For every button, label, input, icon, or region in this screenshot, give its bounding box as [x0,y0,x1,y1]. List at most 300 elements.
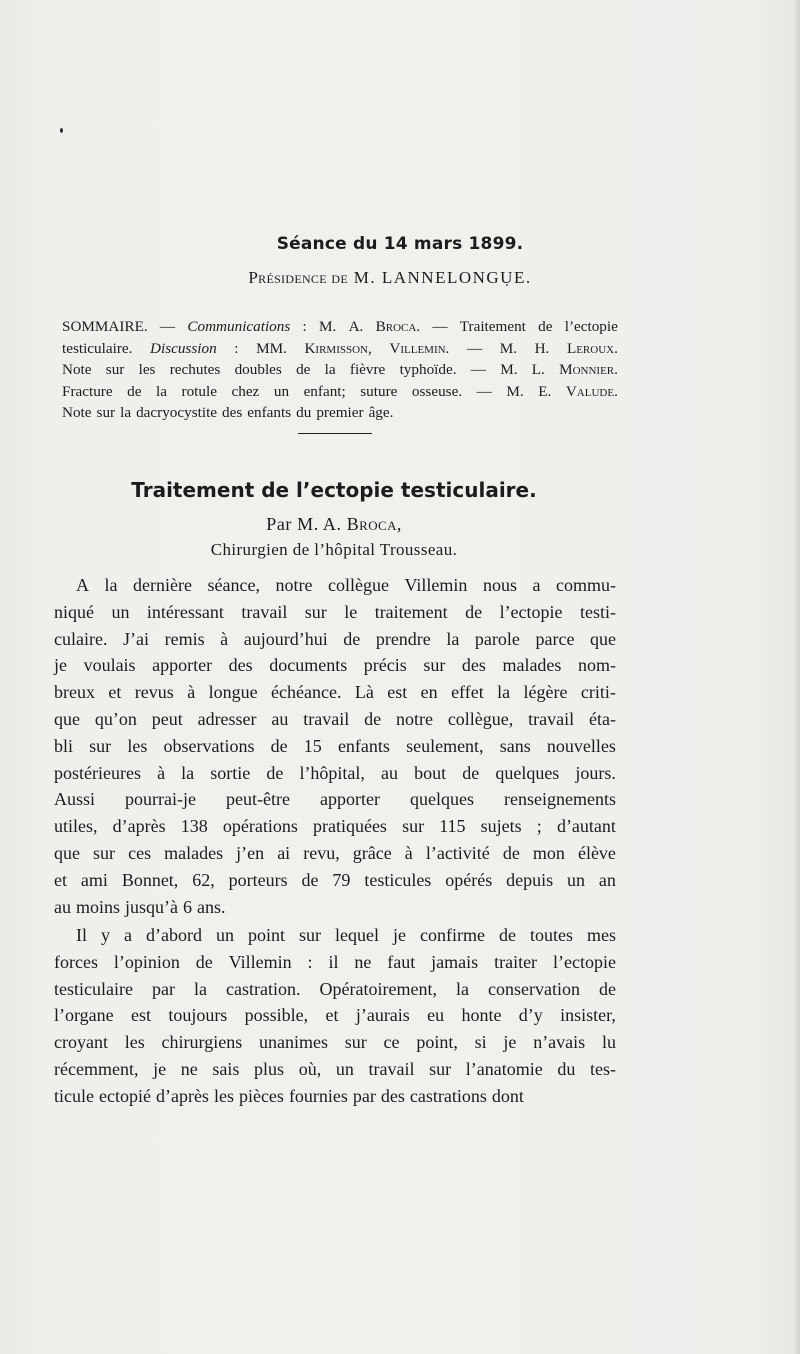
word: de [462,762,480,783]
word: des [228,655,253,676]
word: faut [387,951,416,972]
word: quelques [409,789,474,810]
word: possible, [244,1005,309,1026]
word: apporter [152,655,213,676]
word: tes- [589,1058,616,1079]
word: opérés [445,869,493,890]
word: an [598,869,616,890]
word: à [220,628,229,649]
word: lu [601,1032,616,1053]
word: la [497,682,511,703]
word: sur [304,601,327,622]
word: A. [348,318,364,335]
word: E. [538,382,552,400]
word: le [344,601,358,622]
word: Aussi [54,789,96,810]
word: mes [586,925,616,945]
word: toujours [168,1005,228,1026]
word: que [54,708,80,729]
word: depuis [506,869,554,890]
word: et [54,869,67,890]
president-name: M. LANNELONGUE. [353,268,532,287]
word: l’hôpital, [299,762,365,783]
word: insister, [560,1005,616,1026]
word: y [101,925,110,945]
word: je [54,655,67,676]
word: si [474,1032,487,1053]
word: Discussion [150,339,217,357]
word: la [104,575,118,595]
word: a [124,925,132,945]
word: bout [414,762,447,783]
text-line [54,840,616,867]
word: enfants [337,735,390,756]
text-line [54,949,616,976]
word: de [270,735,288,756]
word: je [153,1058,167,1079]
text-line [62,381,618,403]
word: collègue [328,575,389,595]
word: de [195,951,213,972]
word: sans [499,735,531,756]
word: l’ectopie [499,601,563,622]
word: les [138,361,156,378]
word: toutes [529,925,573,945]
word: il [328,951,339,972]
word: la [156,382,167,400]
word: opérations [222,816,298,837]
word: malades [502,655,562,676]
word: sur [299,925,321,945]
word: notre [275,575,313,595]
word: — [432,318,448,335]
word: Monnier. [559,361,618,378]
word: premier [316,404,364,421]
word: n’avais [533,1032,586,1053]
word: jusqu’à [125,896,179,917]
word: d’après [112,816,166,837]
word: la [455,978,469,999]
word: culaire. [54,628,108,649]
word: longue [208,682,258,703]
word: sur [423,655,446,676]
word: dernière [133,575,192,595]
word: apporter [320,789,380,810]
word: Note [62,404,92,421]
text-line [54,679,616,706]
word: Kirmisson, [304,339,372,357]
word: que [590,628,616,649]
word: pratiquées [312,816,387,837]
presidence-line [0,268,780,288]
word: M. [506,382,524,400]
word: Villemin [404,575,468,595]
word: sujets [480,816,522,837]
text-line [54,652,616,679]
word: de [538,318,553,335]
word: sur [105,361,125,378]
text-line [62,338,618,360]
text-line [54,1029,616,1056]
word: malades [164,842,224,863]
word: de [364,708,382,729]
word: A [76,575,89,595]
word: 79 [332,869,351,890]
word: séance, [207,575,260,595]
word: est [387,682,408,703]
word: renseignements [503,789,616,810]
word: légère [523,682,568,703]
word: grâce [352,842,392,863]
word: l’ectopie [564,318,618,335]
word: pourrai-je [125,789,196,810]
word: Traitement [459,318,526,335]
word: chez [231,382,260,400]
word: quelques [495,762,560,783]
word: testiculaire. [62,339,133,357]
word: breux [54,682,95,703]
word: la [446,628,460,649]
word: porteurs [228,869,288,890]
word: 6 [183,896,193,917]
text-line [54,867,616,894]
word: par [352,1085,376,1106]
word: du [557,1058,576,1079]
word: parole [474,628,520,649]
word: utiles, [54,816,98,837]
word: travail [303,708,350,729]
word: doubles [234,361,282,378]
word: traitement [374,601,448,622]
word: à [404,842,413,863]
word: l’opinion [113,951,180,972]
word: un [335,1058,354,1079]
word: du [296,404,312,421]
paragraph-2 [54,922,616,1110]
word: ai [277,842,291,863]
text-line [54,1002,616,1029]
word: de [266,762,284,783]
word: de [296,361,311,378]
text-line [62,316,618,338]
word: point, [416,1032,458,1053]
word: — [159,318,176,335]
word: intéressant [146,601,224,622]
word: conservation [487,978,580,999]
word: 62, [192,869,215,890]
word: de [598,978,616,999]
word: sur [344,1032,367,1053]
word: au [381,762,399,783]
word: adresser [197,708,257,729]
word: effet [451,682,484,703]
word: mon [532,842,565,863]
word: ne [180,1058,198,1079]
article-title: Traitement de l’ectopie testiculaire. [131,478,537,502]
word: de [465,601,483,622]
word: point [247,925,285,945]
word: pièces [238,1085,284,1106]
word: la [324,361,336,378]
word: que [54,842,80,863]
word: rechutes [169,361,221,378]
word: ectopié [98,1085,151,1106]
word: : [234,339,239,357]
word: les [127,735,148,756]
word: travail [528,708,575,729]
word: j’aurais [355,1005,410,1026]
word: suture [360,382,398,400]
word: unanimes [258,1032,328,1053]
word: — [466,339,483,357]
word: — [476,382,492,400]
word: 15 [303,735,322,756]
word: typhoïde. [399,361,457,378]
word: documents [269,655,348,676]
word: plus [254,1058,285,1079]
text-line [54,572,616,599]
word: ce [383,1032,400,1053]
author-prefix: Par M. A. [266,514,342,534]
article-author [0,514,668,535]
word: des [222,404,243,421]
word: revus [134,682,174,703]
word: confirme [419,925,485,945]
word: sur [429,1058,452,1079]
text-line [54,1056,616,1083]
word: niqué [54,601,94,622]
word: l’organe [54,1005,114,1026]
word: — [470,361,486,378]
word: revu, [303,842,340,863]
page-edge-shadow [794,0,800,1354]
word: je [503,1032,517,1053]
word: SOMMAIRE. [62,318,148,335]
word: eu [427,1005,445,1026]
word: osseuse. [411,382,463,400]
word: J’ai [123,628,150,649]
word: observations [163,735,255,756]
word: aujourd’hui [243,628,328,649]
paragraph-1 [54,572,616,920]
word: M. [499,339,518,357]
text-line [54,706,616,733]
text-line [62,402,618,424]
word: un [215,925,234,945]
word: ces [128,842,152,863]
word: M. [500,361,518,378]
section-divider [298,433,372,434]
word: ans. [197,896,226,917]
word: d’y [518,1005,543,1026]
word: d’après [155,1085,209,1106]
word: des [461,655,486,676]
word: notre [395,708,433,729]
word: un [273,382,290,400]
word: Villemin [228,951,292,972]
word: Note [62,361,92,378]
ink-speck [60,128,63,133]
word: a [532,575,541,595]
word: : [302,318,307,335]
word: la [120,404,132,421]
word: et [108,682,122,703]
word: échéance. [271,682,342,703]
word: de [498,925,516,945]
word: bli [54,735,74,756]
word: jours. [575,762,616,783]
author-name: Broca, [346,514,402,534]
word: Leroux. [566,339,618,357]
text-line [54,626,616,653]
word: par [151,978,175,999]
word: forces [54,951,98,972]
word: 115 [439,816,466,837]
word: la [181,762,195,783]
word: nous [482,575,517,595]
word: d’autant [556,816,616,837]
word: Villemin. [389,339,450,357]
word: testi- [579,601,616,622]
word: collègue, [447,708,514,729]
word: l’anatomie [465,1058,543,1079]
text-line [54,760,616,787]
word: Broca. [375,318,421,335]
text-line [54,894,616,921]
word: L. [531,361,545,378]
word: moins [76,896,121,917]
word: prendre [375,628,431,649]
word: criti- [580,682,616,703]
word: lequel [335,925,379,945]
word: d’abord [146,925,202,945]
word: de [502,842,520,863]
word: la [193,978,207,999]
word: au [54,896,71,917]
word: castrations [409,1085,487,1106]
text-line [54,813,616,840]
word: Communications [187,318,291,335]
word: l’activité [425,842,490,863]
word: enfant; [303,382,346,400]
word: croyant [54,1032,108,1053]
text-line [54,733,616,760]
word: de [127,382,142,400]
word: je [392,925,406,945]
word: âge. [368,404,394,421]
word: Fracture [62,382,113,400]
word: enfants [247,404,292,421]
word: précis [363,655,407,676]
word: Il [76,925,87,945]
word: et [325,1005,339,1026]
word: peut [151,708,183,729]
word: élève [577,842,616,863]
word: ticule [54,1085,94,1106]
word: Bonnet, [121,869,179,890]
word: nom- [578,655,616,676]
word: voulais [83,655,136,676]
sommaire-block [62,316,618,424]
word: dacryocystite [136,404,218,421]
word: en [420,682,438,703]
word: à [187,682,196,703]
word: à [157,762,166,783]
word: de [343,628,361,649]
word: un [567,869,586,890]
word: travail [368,1058,415,1079]
word: un [111,601,130,622]
text-line [54,599,616,626]
word: sur [89,735,112,756]
text-line [54,1083,616,1110]
word: où, [298,1058,322,1079]
word: les [124,1032,145,1053]
word: remis [164,628,205,649]
word: 138 [180,816,208,837]
word: qu’on [94,708,137,729]
word: chirurgiens [161,1032,243,1053]
word: sortie [210,762,251,783]
word: éta- [589,708,616,729]
word: ne [354,951,372,972]
word: travail [241,601,288,622]
word: Opératoirement, [319,978,437,999]
word: testicules [364,869,432,890]
author-affiliation: Chirurgien de l’hôpital Trousseau. [210,540,458,559]
word: j’en [236,842,265,863]
word: MM. [256,339,287,357]
word: parce [535,628,575,649]
presidence-label: Présidence de [248,268,348,287]
word: au [271,708,289,729]
word: des [380,1085,405,1106]
word: sur [93,842,116,863]
word: traiter [494,951,538,972]
word: sur [402,816,425,837]
word: rotule [181,382,217,400]
text-line [54,976,616,1003]
word: l’ectopie [552,951,616,972]
word: peut-être [226,789,290,810]
word: castration. [226,978,301,999]
word: testiculaire [54,978,133,999]
word: ami [80,869,108,890]
text-line [54,922,616,949]
session-heading: Séance du 14 mars 1899. [276,234,524,254]
word: sur [96,404,116,421]
word: sais [212,1058,240,1079]
word: nouvelles [546,735,616,756]
word: honte [461,1005,502,1026]
word: ; [536,816,542,837]
word: est [130,1005,151,1026]
word: M. [319,318,337,335]
word: les [213,1085,234,1106]
word: Là [354,682,374,703]
word: fournies [288,1085,348,1106]
word: de [301,869,319,890]
word: postérieures [54,762,141,783]
word: Valude. [565,382,618,400]
word: : [307,951,313,972]
word: récemment, [54,1058,139,1079]
word: H. [534,339,550,357]
text-line [54,786,616,813]
word: commu- [555,575,616,595]
word: dont [491,1085,524,1106]
text-line [62,359,618,381]
